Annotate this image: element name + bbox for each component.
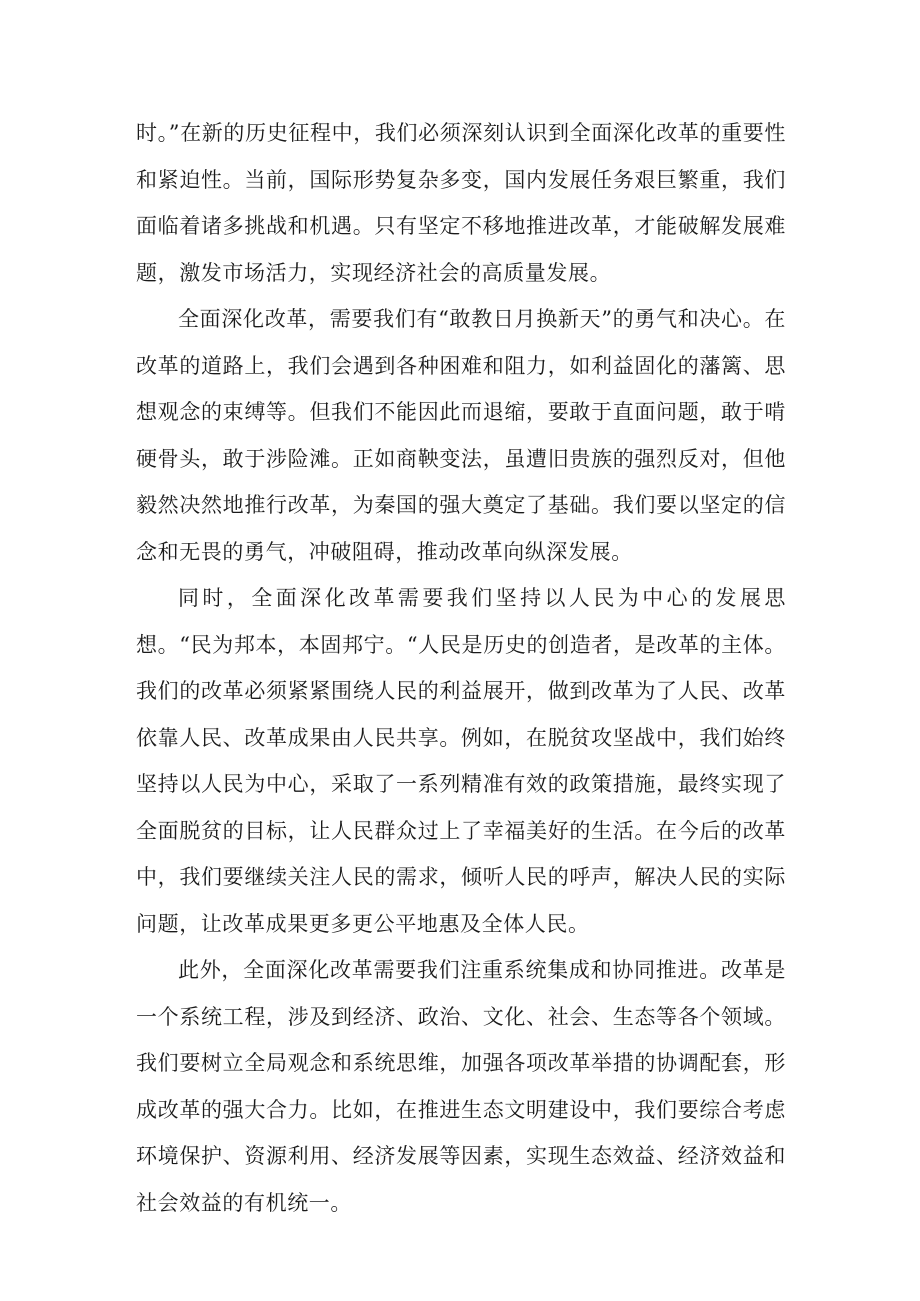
paragraph-system-integration: 此外，全面深化改革需要我们注重系统集成和协同推进。改革是一个系统工程，涉及到经济、政治、文化、社会、生态等各个领域。我们要树立全局观念和系统思维，加强各项改革举措的协调配套，形成改革的强大合力。比如，在推进生态文明建设中，我们要综合考虑环境保护、资源利用、经济发展等因素，实现生态效益、经济效益和社会效益的有机统一。 bbox=[136, 958, 786, 1215]
document-body bbox=[136, 110, 786, 1226]
paragraph-people-centered: 同时，全面深化改革需要我们坚持以人民为中心的发展思想。“民为邦本，本固邦宁。“人民是历史的创造者，是改革的主体。我们的改革必须紧紧围绕人民的利益展开，做到改革为了人民、改革依靠人民、改革成果由人民共享。例如，在脱贫攻坚战中，我们始终坚持以人民为中心，采取了一系列精准有效的政策措施，最终实现了全面脱贫的目标，让人民群众过上了幸福美好的生活。在今后的改革中，我们要继续关注人民的需求，倾听人民的呼声，解决人民的实际问题，让改革成果更多更公平地惠及全体人民。 bbox=[136, 586, 786, 936]
paragraph-continuation: 时。”在新的历史征程中，我们必须深刻认识到全面深化改革的重要性和紧迫性。当前，国际形势复杂多变，国内发展任务艰巨繁重，我们面临着诸多挑战和机遇。只有坚定不移地推进改革，才能破解发展难题，激发市场活力，实现经济社会的高质量发展。 bbox=[136, 121, 786, 285]
paragraph-courage: 全面深化改革，需要我们有“敢教日月换新天”的勇气和决心。在改革的道路上，我们会遇到各种困难和阻力，如利益固化的藩篱、思想观念的束缚等。但我们不能因此而退缩，要敢于直面问题，敢于啃硬骨头，敢于涉险滩。正如商鞅变法，虽遭旧贵族的强烈反对，但他毅然决然地推行改革，为秦国的强大奠定了基础。我们要以坚定的信念和无畏的勇气，冲破阻碍，推动改革向纵深发展。 bbox=[136, 307, 786, 564]
